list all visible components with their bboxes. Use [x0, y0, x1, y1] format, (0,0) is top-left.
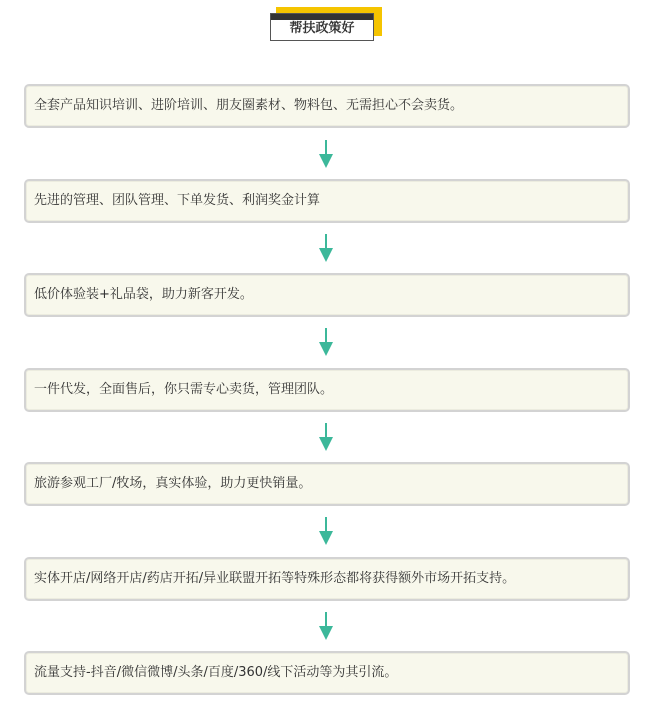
down-arrow-icon — [319, 140, 333, 168]
step-box-1 — [24, 84, 630, 128]
step-box-5 — [24, 462, 630, 506]
title-box — [270, 13, 374, 41]
page-title: 帮扶政策好 — [289, 21, 355, 36]
step-text-5: 旅游参观工厂/牧场，真实体验，助力更快销量。 — [34, 476, 312, 491]
step-box-6 — [24, 557, 630, 601]
step-box-2 — [24, 179, 630, 223]
down-arrow-icon — [319, 328, 333, 356]
down-arrow-icon — [319, 612, 333, 640]
step-text-2: 先进的管理、团队管理、下单发货、利润奖金计算 — [34, 193, 321, 208]
step-text-1: 全套产品知识培训、进阶培训、朋友圈素材、物料包、无需担心不会卖货。 — [34, 98, 464, 113]
step-box-7 — [24, 651, 630, 695]
down-arrow-icon — [319, 234, 333, 262]
step-box-4 — [24, 368, 630, 412]
step-text-3: 低价体验装+礼品袋，助力新客开发。 — [34, 287, 253, 302]
title-top-bar — [271, 14, 373, 20]
step-text-6: 实体开店/网络开店/药店开拓/异业联盟开拓等特殊形态都将获得额外市场开拓支持。 — [34, 571, 516, 586]
down-arrow-icon — [319, 423, 333, 451]
step-text-7: 流量支持-抖音/微信微博/头条/百度/360/线下活动等为其引流。 — [34, 665, 398, 680]
down-arrow-icon — [319, 517, 333, 545]
step-box-3 — [24, 273, 630, 317]
step-text-4: 一件代发，全面售后，你只需专心卖货，管理团队。 — [34, 382, 334, 397]
section-title-badge — [270, 7, 382, 43]
